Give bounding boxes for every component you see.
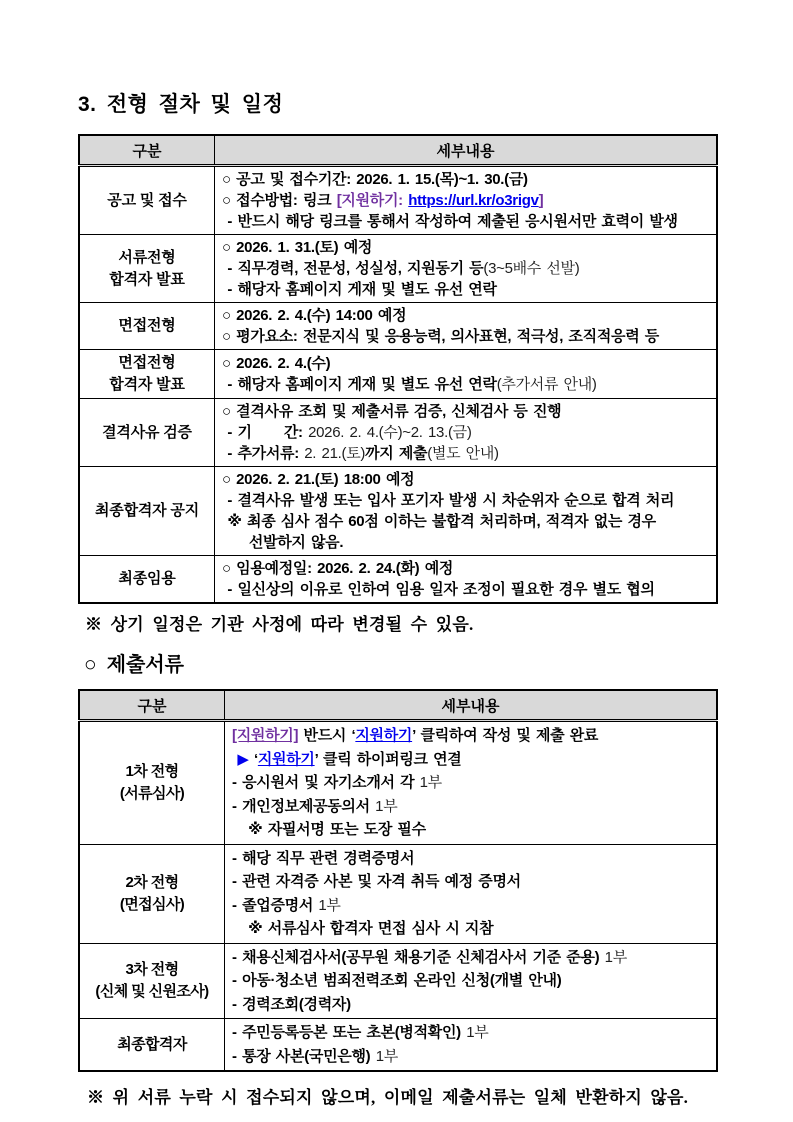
text-segment: - 주민등록등본 또는 초본(병적확인) [232, 1024, 467, 1041]
content-line [222, 422, 712, 443]
row-label [79, 556, 215, 604]
text-segment: ○ 2026. 2. 21.(토) 18:00 예정 [222, 471, 415, 488]
column-header-category: 구분 [79, 135, 215, 166]
content-line [232, 993, 712, 1017]
table-row [79, 303, 717, 350]
content-line [232, 1045, 712, 1069]
text-segment: ○ 평가요소: 전문지식 및 응용능력, 의사표현, 적극성, 조직적응력 등 [222, 328, 659, 345]
content-line [222, 579, 712, 600]
row-label-line: 면접전형 [118, 317, 176, 334]
column-header-details: 세부내용 [215, 135, 718, 166]
content-line [232, 917, 712, 941]
content-line [222, 532, 712, 553]
content-line [222, 469, 712, 490]
row-label [79, 1019, 225, 1072]
row-label-line: 최종임용 [118, 570, 176, 587]
text-segment: ※ 서류심사 합격자 면접 심사 시 지참 [232, 920, 494, 937]
text-segment: 반드시 ‘ [298, 727, 356, 744]
content-line [222, 190, 712, 211]
text-segment: - 해당자 홈페이지 게재 및 별도 유선 연락 [222, 281, 497, 298]
table-row [79, 844, 717, 943]
table-row [79, 556, 717, 604]
text-segment: 1부 [375, 797, 398, 815]
text-segment: ※ 자필서명 또는 도장 필수 [232, 821, 426, 838]
text-segment: (3~5배수 선발) [483, 260, 580, 277]
content-line [232, 795, 712, 819]
row-label-line: 면접전형 [118, 354, 176, 371]
text-segment: - 일신상의 이유로 인하여 임용 일자 조정이 필요한 경우 별도 협의 [222, 581, 655, 598]
text-segment: - 개인정보제공동의서 [232, 797, 376, 815]
row-details [225, 1019, 718, 1072]
row-label-line: 1차 전형 [125, 762, 179, 780]
text-segment: - 응시원서 및 자기소개서 각 [232, 774, 420, 791]
row-details [215, 235, 718, 303]
content-line [222, 443, 712, 464]
text-segment: 1부 [318, 896, 341, 914]
text-segment: ○ 2026. 1. 31.(토) 예정 [222, 239, 373, 256]
row-label-line: 서류전형 [118, 248, 176, 266]
content-line [232, 818, 712, 842]
content-line [232, 969, 712, 993]
table-row [79, 399, 717, 467]
content-line [222, 305, 712, 326]
content-line [222, 237, 712, 258]
row-label [79, 303, 215, 350]
text-segment: ] [538, 192, 544, 209]
apply-hyperlink[interactable]: 지원하기 [257, 750, 315, 768]
column-header-category: 구분 [79, 690, 225, 721]
text-segment: ○ 결격사유 조회 및 제출서류 검증, 신체검사 등 진행 [222, 403, 562, 420]
text-segment: (별도 안내) [427, 445, 499, 462]
header-row [79, 690, 717, 721]
text-segment: 2026. 2. 4.(수)~2. 13.(금) [308, 424, 472, 441]
row-label-line: 합격자 발표 [109, 376, 185, 393]
apply-hyperlink[interactable]: 지원하기 [355, 727, 413, 744]
content-line [222, 258, 712, 279]
text-segment: - 직무경력, 전문성, 성실성, 지원동기 등 [222, 260, 484, 277]
text-segment: ○ 접수방법: 링크 [222, 192, 337, 209]
apply-hyperlink[interactable]: https://url.kr/o3rigv [408, 192, 539, 209]
text-segment: ○ 공고 및 접수기간: 2026. 1. 15.(목)~1. 30.(금) [222, 171, 528, 188]
content-line [222, 490, 712, 511]
text-segment: ’ 클릭 하이퍼링크 연결 [314, 750, 462, 768]
row-label-line: (서류심사) [119, 784, 185, 802]
text-segment: ○ 임용예정일: 2026. 2. 24.(화) 예정 [222, 560, 454, 577]
content-line [232, 771, 712, 795]
text-segment: 1부 [466, 1024, 489, 1041]
row-label [79, 844, 225, 943]
row-label-line: 합격자 발표 [109, 270, 185, 288]
row-label-line: 결격사유 검증 [102, 423, 192, 441]
row-details [225, 943, 718, 1019]
text-segment: - 결격사유 발생 또는 입사 포기자 발생 시 차순위자 순으로 합격 처리 [222, 492, 675, 509]
row-details [215, 556, 718, 604]
row-label [79, 166, 215, 235]
text-segment: ▶ [232, 750, 254, 768]
text-segment: 까지 제출 [365, 445, 428, 462]
text-segment: - 해당 직무 관련 경력증명서 [232, 849, 415, 867]
row-details [215, 303, 718, 350]
row-details [215, 166, 718, 235]
content-line [222, 326, 712, 347]
content-line [222, 353, 712, 374]
text-segment: - 졸업증명서 [232, 896, 319, 914]
text-segment: - 경력조회(경력자) [232, 995, 351, 1013]
column-header-details: 세부내용 [225, 690, 718, 721]
page-title: 3. 전형 절차 및 일정 [78, 93, 284, 116]
content-line [222, 279, 712, 300]
content-line [222, 374, 712, 395]
text-segment: 1부 [375, 1047, 398, 1065]
text-segment: ○ 2026. 2. 4.(수) 14:00 예정 [222, 307, 407, 324]
text-segment: 1부 [604, 948, 627, 966]
table-row [79, 166, 717, 235]
content-line [232, 1021, 712, 1045]
row-details [215, 350, 718, 399]
text-segment: 1부 [419, 774, 442, 791]
text-segment: - 아동·청소년 범죄전력조회 온라인 신청(개별 안내) [232, 972, 562, 989]
content-line [222, 211, 712, 232]
row-label-line: 최종합격자 [117, 1035, 187, 1053]
row-label-line: 3차 전형 [125, 960, 179, 978]
row-details [225, 721, 718, 845]
content-line [232, 870, 712, 894]
table-row [79, 350, 717, 399]
content-line [222, 401, 712, 422]
documents-note: ※ 위 서류 누락 시 접수되지 않으며, 이메일 제출서류는 일체 반환하지 않음. [87, 1088, 689, 1107]
content-line [222, 511, 712, 532]
content-line [232, 724, 712, 748]
apply-hyperlink[interactable]: [지원하기] [232, 727, 299, 744]
header-row [79, 135, 717, 166]
section-title-documents [84, 648, 718, 677]
row-label [79, 943, 225, 1019]
required-documents-table [78, 689, 718, 1072]
text-segment: - 해당자 홈페이지 게재 및 별도 유선 연락 [222, 376, 497, 393]
row-label-line: (면접심사) [119, 895, 185, 913]
selection-schedule-table [78, 134, 718, 604]
content-line [232, 847, 712, 871]
text-segment: 선발하지 않음. [222, 534, 344, 551]
text-segment: ○ 2026. 2. 4.(수) [222, 355, 331, 372]
text-segment: 2. 21.(토) [304, 445, 366, 462]
content-line [232, 946, 712, 970]
text-segment: - 통장 사본(국민은행) [232, 1047, 376, 1065]
row-label-line: (신체 및 신원조사) [95, 982, 209, 1000]
circle-bullet-icon: ○ [84, 653, 97, 676]
row-label-line: 2차 전형 [125, 873, 179, 891]
schedule-note: ※ 상기 일정은 기관 사정에 따라 변경될 수 있음. [85, 615, 474, 634]
text-segment: ’ 클릭하여 작성 및 제출 완료 [412, 727, 599, 744]
table-row [79, 943, 717, 1019]
row-label [79, 350, 215, 399]
text-segment: ※ 최종 심사 점수 60점 이하는 불합격 처리하며, 적격자 없는 경우 [222, 513, 656, 530]
text-segment: [지원하기: [336, 192, 409, 209]
row-label-line: 공고 및 접수 [107, 191, 187, 209]
row-label [79, 235, 215, 303]
row-label [79, 399, 215, 467]
text-segment: - 채용신체검사서(공무원 채용기준 신체검사서 기준 준용) [232, 948, 605, 966]
text-segment: - 반드시 해당 링크를 통해서 작성하여 제출된 응시원서만 효력이 발생 [222, 213, 678, 230]
content-line [222, 169, 712, 190]
row-label-line: 최종합격자 공지 [95, 502, 199, 519]
content-line [232, 748, 712, 772]
table-row [79, 721, 717, 845]
section-title-text: 제출서류 [106, 654, 184, 676]
row-details [215, 467, 718, 556]
row-details [225, 844, 718, 943]
text-segment: - 기 간: [222, 424, 309, 441]
row-label [79, 721, 225, 845]
row-details [215, 399, 718, 467]
text-segment: (추가서류 안내) [496, 376, 597, 393]
table-row [79, 235, 717, 303]
row-label [79, 467, 215, 556]
text-segment: ‘ [253, 750, 258, 768]
table-row [79, 1019, 717, 1072]
content-line [222, 558, 712, 579]
content-line [232, 894, 712, 918]
table-row [79, 467, 717, 556]
text-segment: - 관련 자격증 사본 및 자격 취득 예정 증명서 [232, 873, 521, 890]
text-segment: - 추가서류: [222, 445, 305, 462]
